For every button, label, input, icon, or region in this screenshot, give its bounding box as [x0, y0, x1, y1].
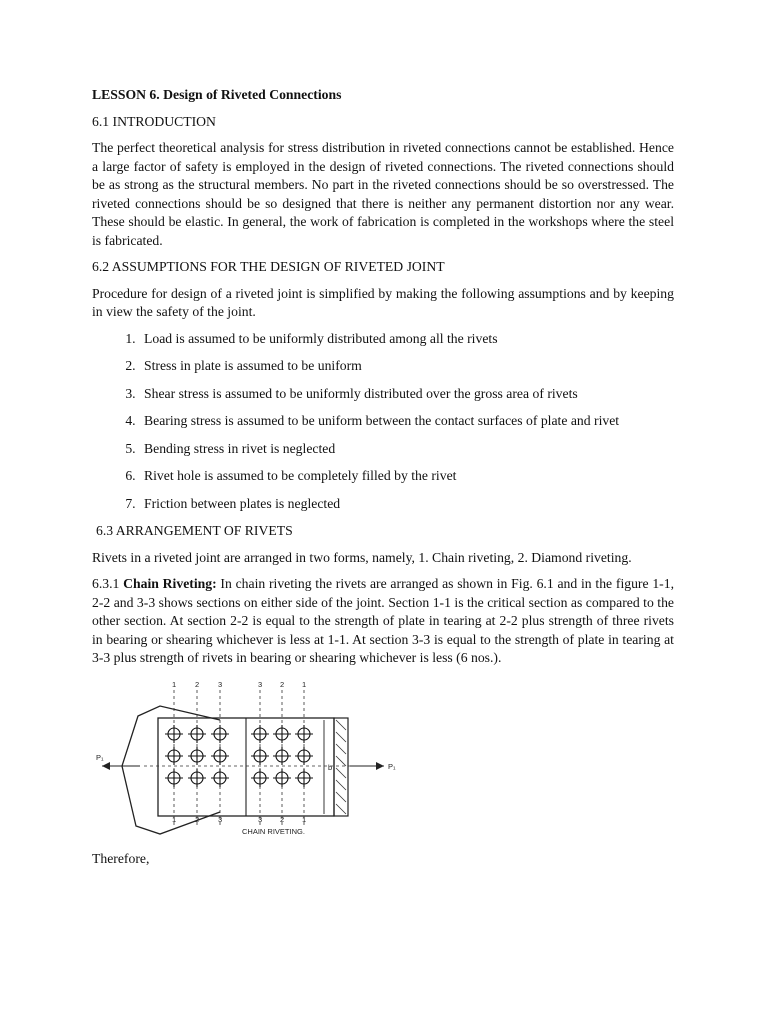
figure-caption: CHAIN RIVETING. [242, 826, 305, 836]
section-label: 3 [258, 679, 263, 689]
section-6-3-1-bold-title: Chain Riveting: [123, 576, 217, 591]
section-label: 1 [172, 814, 177, 824]
section-6-3-paragraph: Rivets in a riveted joint are arranged in two forms, namely, 1. Chain riveting, 2. Diamond riveting. [92, 549, 632, 565]
section-label: 2 [195, 814, 200, 824]
left-plate-outline [122, 706, 223, 834]
closing-line: Therefore, [92, 850, 150, 866]
right-plate [334, 718, 348, 816]
chain-riveting-diagram [92, 676, 402, 838]
list-item: 5. Bending stress in rivet is neglected [139, 440, 674, 459]
section-6-1-paragraph: The perfect theoretical analysis for stress distribution in riveted connections cannot be established. Hence a large factor of safety is employed in the design of riveted connections. The riveted connections should be as strong as the structural members. No part in the riveted connections should be so overstressed. The riveted connections should be so designed that there is neither any permanent distortion nor any wear. These should be elastic. In general, the work of fabrication is completed in the workshops where the steel is fabricated. [92, 140, 674, 248]
section-label: 2 [280, 679, 285, 689]
section-6-2-intro: Procedure for design of a riveted joint is simplified by making the following assumptions and by keeping in view the safety of the joint. [92, 285, 674, 319]
lesson-title: LESSON 6. Design of Riveted Connections [92, 87, 342, 102]
list-item: 2. Stress in plate is assumed to be uniform [139, 357, 674, 376]
section-6-1-heading: 6.1 INTRODUCTION [92, 113, 216, 129]
section-label: 2 [195, 679, 200, 689]
section-label: 1 [172, 679, 177, 689]
section-label: 1 [302, 814, 307, 824]
left-load-label: P₁ [96, 752, 104, 762]
section-label: 3 [218, 814, 223, 824]
list-item: 1. Load is assumed to be uniformly distributed among all the rivets [139, 330, 674, 349]
section-label: 1 [302, 679, 307, 689]
section-label: 3 [258, 814, 263, 824]
list-item: 4. Bearing stress is assumed to be uniform between the contact surfaces of plate and rivet [139, 412, 674, 431]
assumptions-list [92, 330, 674, 514]
list-item: 7. Friction between plates is neglected [139, 495, 674, 514]
right-load-label: P₁ [388, 761, 396, 771]
section-label: 3 [218, 679, 223, 689]
list-item: 6. Rivet hole is assumed to be completely filled by the rivet [139, 467, 674, 486]
section-6-3-1-text: In chain riveting the rivets are arranged as shown in Fig. 6.1 and in the figure 1-1, 2-2 and 3-3 shows sections on either side of the joint. Section 1-1 is the critical section as compared to the other section. At section 2-2 is equal to the strength of plate in tearing at 2-2 plus strength of three rivets in bearing or shearing whichever is less at 1-1. At section 3-3 is equal to the strength of plate in tearing at 3-3 plus strength of rivets in bearing or shearing whichever is less (6 nos.). [92, 576, 674, 665]
list-item: 3. Shear stress is assumed to be uniformly distributed over the gross area of rivets [139, 385, 674, 404]
rivet-grid [165, 725, 313, 787]
width-label: b [328, 762, 333, 772]
section-6-3-1-number: 6.3.1 [92, 576, 120, 591]
chain-riveting-figure [92, 676, 402, 838]
section-6-2-heading: 6.2 ASSUMPTIONS FOR THE DESIGN OF RIVETED JOINT [92, 259, 445, 274]
section-label: 2 [280, 814, 285, 824]
section-6-3-1-paragraph [92, 575, 674, 668]
document-page [92, 86, 674, 876]
section-6-3-heading: 6.3 ARRANGEMENT OF RIVETS [96, 523, 293, 538]
